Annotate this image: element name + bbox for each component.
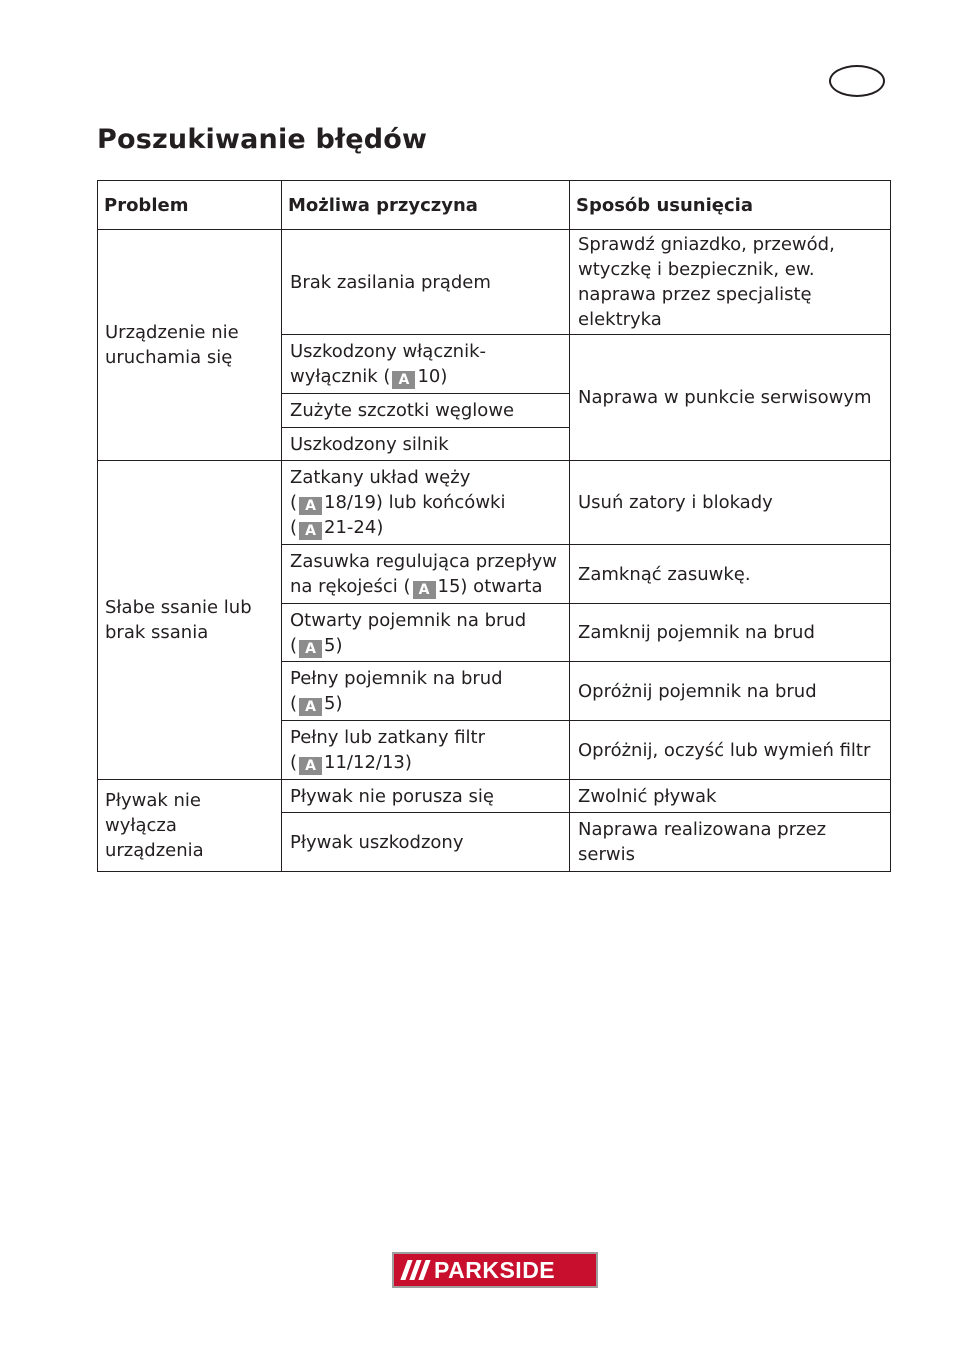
remedy-cell: Zamknąć zasuwkę.: [570, 545, 891, 604]
language-oval-marker: [829, 65, 885, 97]
table-row: [98, 780, 891, 813]
cause-text: Uszkodzony włącznik-wyłącznik (: [290, 341, 487, 387]
cause-text: Otwarty pojemnik na brud: [290, 609, 527, 631]
troubleshooting-table: [97, 180, 891, 872]
remedy-cell: Naprawa realizowana przez serwis: [570, 813, 891, 872]
cause-cell: Pływak nie porusza się: [282, 780, 570, 813]
page-title: Poszukiwanie błędów: [97, 124, 428, 155]
figure-a-icon: A: [299, 640, 322, 658]
cause-ref: 5): [324, 693, 343, 714]
cause-cell: [282, 545, 570, 604]
cause-ref: 15) otwarta: [437, 576, 543, 597]
remedy-cell: Zamknij pojemnik na brud: [570, 604, 891, 662]
cause-cell: Zużyte szczotki węglowe: [282, 394, 570, 428]
remedy-cell: Sprawdź gniazdko, przewód, wtyczkę i bezpiecznik, ew. naprawa przez specjalistę elektryka: [570, 230, 891, 335]
cause-cell: Pływak uszkodzony: [282, 813, 570, 872]
problem-cell: Pływak nie wyłącza urządzenia: [98, 780, 282, 872]
problem-cell: Słabe ssanie lub brak ssania: [98, 461, 282, 780]
cause-cell: Otwarty pojemnik na brud ( A 5): [282, 604, 570, 662]
cause-ref: 21-24): [324, 517, 384, 538]
cause-cell: [282, 335, 570, 394]
cause-ref: 18/19) lub końcówki: [324, 492, 506, 513]
figure-a-icon: A: [299, 757, 322, 775]
table-header-row: [98, 181, 891, 230]
figure-a-icon: A: [299, 497, 322, 515]
problem-cell: Urządzenie nie uruchamia się: [98, 230, 282, 461]
table-row: [98, 230, 891, 335]
remedy-cell: Usuń zatory i blokady: [570, 461, 891, 545]
cause-ref: 5): [324, 634, 343, 656]
header-remedy: Sposób usunięcia: [570, 181, 891, 230]
cause-ref: 10): [417, 366, 448, 387]
cause-cell: Zatkany układ węży ( A 18/19) lub końcówki ( A 21-24): [282, 461, 570, 545]
table-row: [98, 461, 891, 545]
cause-cell: Brak zasilania prądem: [282, 230, 570, 335]
remedy-cell: Zwolnić pływak: [570, 780, 891, 813]
cause-cell: Pełny lub zatkany filtr ( A 11/12/13): [282, 721, 570, 780]
logo-stripes-icon: [394, 1254, 434, 1286]
figure-a-icon: A: [392, 371, 415, 389]
cause-cell: Pełny pojemnik na brud ( A 5): [282, 662, 570, 721]
cause-ref: 11/12/13): [324, 752, 412, 773]
cause-text: Zatkany układ węży: [290, 467, 471, 488]
header-problem: Problem: [98, 181, 282, 230]
cause-text: Zasuwka regulująca przepływ na rękojeści (: [290, 551, 557, 597]
remedy-cell: Opróżnij, oczyść lub wymień filtr: [570, 721, 891, 780]
cause-cell: Uszkodzony silnik: [282, 428, 570, 461]
parkside-logo: [392, 1252, 598, 1288]
figure-a-icon: A: [299, 522, 322, 540]
figure-a-icon: A: [413, 581, 436, 599]
cause-text: Pełny lub zatkany filtr: [290, 727, 485, 748]
remedy-cell: Opróżnij pojemnik na brud: [570, 662, 891, 721]
header-cause: Możliwa przyczyna: [282, 181, 570, 230]
remedy-cell: Naprawa w punkcie serwisowym: [570, 335, 891, 461]
cause-text: Pełny pojemnik na brud: [290, 668, 503, 689]
figure-a-icon: A: [299, 698, 322, 716]
brand-name: PARKSIDE: [434, 1257, 556, 1283]
